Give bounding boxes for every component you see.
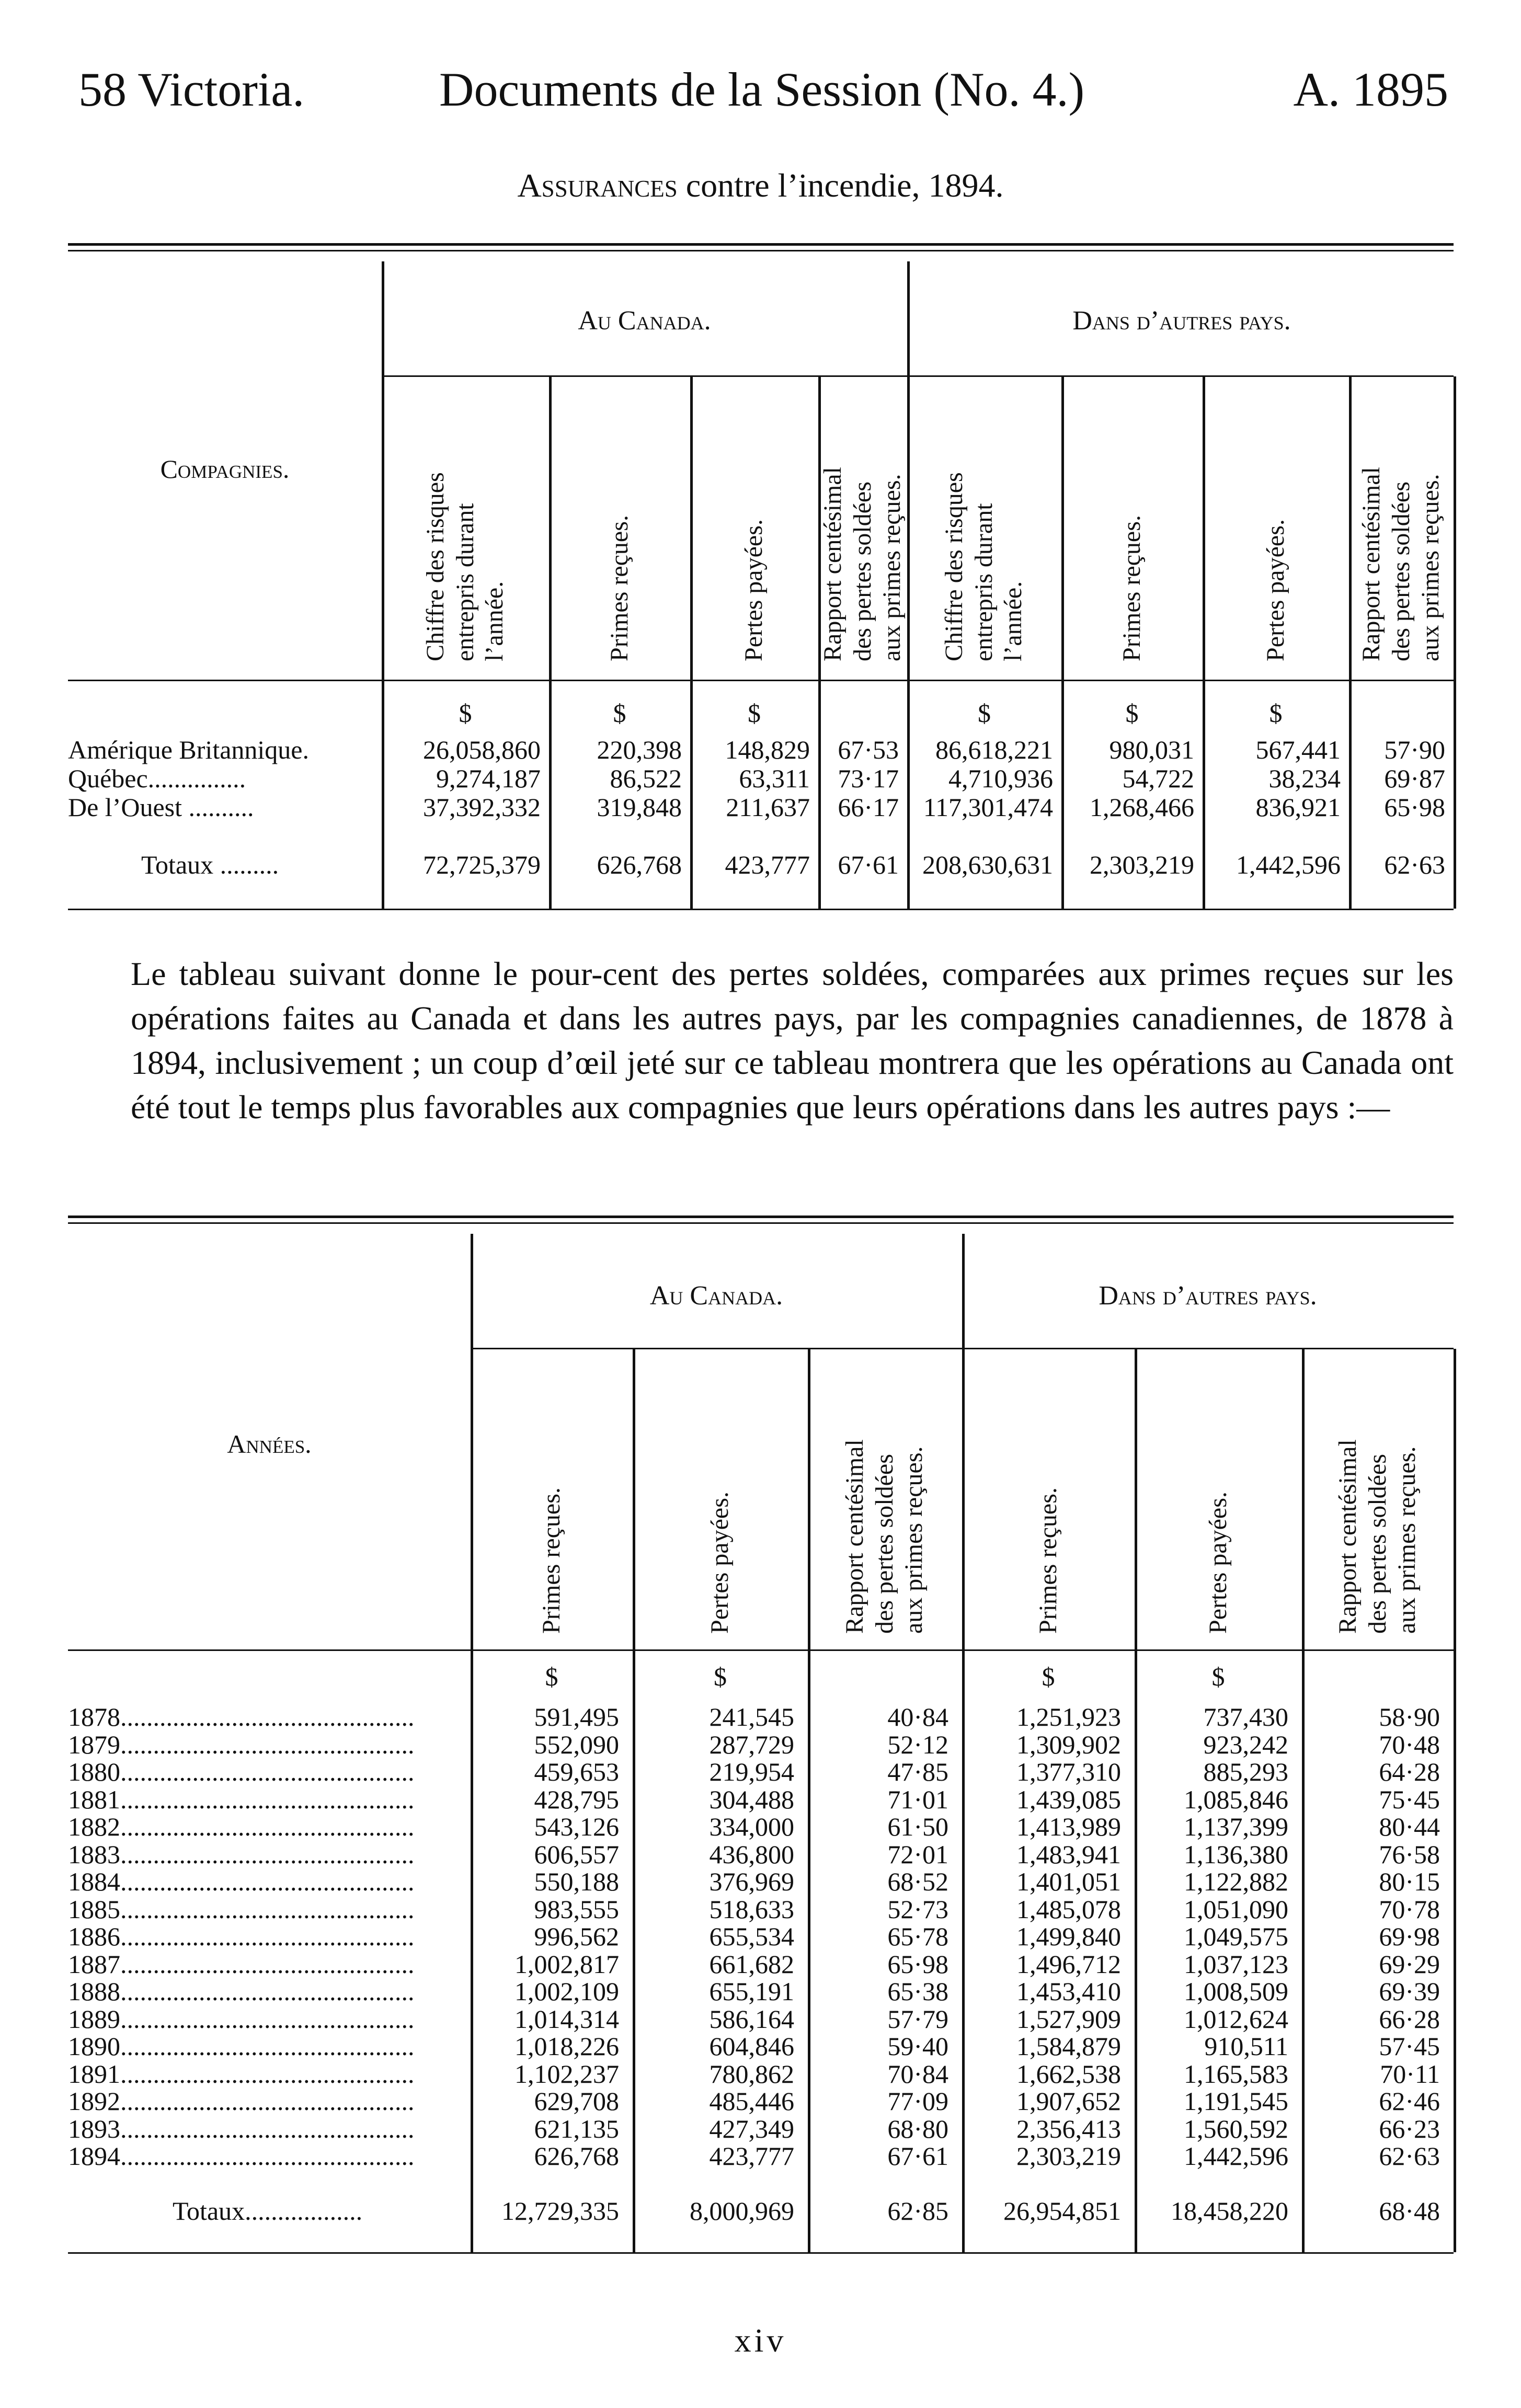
table2-cell: 1,136,380: [1184, 1839, 1288, 1869]
table2-cell: 1,401,051: [1016, 1867, 1121, 1896]
table1-total-cell: 62·63: [1384, 850, 1445, 879]
table2-cell: 65·98: [887, 1949, 948, 1979]
header-line: entrepris durant: [969, 503, 998, 661]
leader-dots: .............................................: [120, 1757, 415, 1786]
table1-col-header-2: [739, 519, 769, 661]
table2-year: 1881: [68, 1784, 120, 1814]
leader-dots: .............................................: [120, 1812, 415, 1841]
table1-group-rule: [382, 375, 1454, 377]
table2-cell: 427,349: [709, 2114, 794, 2143]
table2-cell: 1,485,078: [1016, 1894, 1121, 1924]
table2-cell: 66·28: [1379, 2004, 1440, 2034]
table2-group-autres: Dans d’autres pays.: [1099, 1281, 1317, 1311]
table1-cell: 57·90: [1384, 735, 1445, 764]
table2-year: 1882: [68, 1812, 120, 1841]
table2-cell: 626,768: [534, 2141, 619, 2171]
caption-smallcaps: Assurances: [517, 167, 678, 204]
table1-total-cell: 2,303,219: [1090, 850, 1194, 879]
table2-cell: 655,191: [709, 1977, 794, 2006]
table1-cell: 86,522: [610, 764, 682, 793]
table1-row-name: De l’Ouest ..........: [68, 793, 254, 822]
table2-cell: 67·61: [887, 2141, 948, 2171]
table2-year: 1892: [68, 2086, 120, 2116]
table2-cell: 66·23: [1379, 2114, 1440, 2143]
leader-dots: .............................................: [120, 1784, 415, 1814]
table2-cell: 70·48: [1379, 1729, 1440, 1759]
table2-cell: 1,907,652: [1016, 2086, 1121, 2116]
table2-col-divider: [1454, 1349, 1456, 2252]
leader-dots: .............................................: [120, 1949, 415, 1979]
table2-cell: 485,446: [709, 2086, 794, 2116]
table1-cell: 65·98: [1384, 793, 1445, 822]
table2-total-cell: 68·48: [1379, 2196, 1440, 2226]
table1-col-header-3: [818, 467, 907, 661]
table2-cell: 885,293: [1203, 1757, 1288, 1786]
table2-cell: 780,862: [709, 2059, 794, 2089]
table2-cell: 47·85: [887, 1757, 948, 1786]
table2-col-header-5: [1333, 1439, 1422, 1634]
table2-year-label: [68, 2141, 465, 2171]
table2-col-header-3: [1034, 1487, 1063, 1634]
leader-dots: .............................................: [120, 2004, 415, 2034]
header-line: aux primes reçues.: [877, 474, 906, 661]
table1-bottom-rule: [68, 909, 1454, 910]
table2-year: 1883: [68, 1839, 120, 1869]
table1-currency: $: [978, 698, 991, 728]
table1-cell: 319,848: [597, 793, 682, 822]
table2-year-label: [68, 1757, 465, 1787]
table2-cell: 586,164: [709, 2004, 794, 2034]
table2-year-label: [68, 1729, 465, 1760]
table2-cell: 923,242: [1203, 1729, 1288, 1759]
table2-cell: 304,488: [709, 1784, 794, 1814]
table1-cell: 63,311: [739, 764, 810, 793]
table2-cell: 219,954: [709, 1757, 794, 1786]
table2-cell: 2,303,219: [1016, 2141, 1121, 2171]
table2-col-header-4: [1204, 1492, 1233, 1634]
header-line: Primes reçues.: [1117, 515, 1146, 661]
table2-cell: 1,662,538: [1016, 2059, 1121, 2089]
table2-cell: 1,191,545: [1184, 2086, 1288, 2116]
table2-cell: 550,188: [534, 1867, 619, 1896]
table2-year-label: [68, 1949, 465, 1979]
table2-cell: 57·79: [887, 2004, 948, 2034]
table1-total-cell: 72,725,379: [423, 850, 541, 879]
table1-cell: 38,234: [1268, 764, 1341, 793]
table2-cell: 57·45: [1379, 2032, 1440, 2061]
table2-cell: 1,442,596: [1184, 2141, 1288, 2171]
header-line: Pertes payées.: [706, 1492, 734, 1634]
table2-cell: 1,527,909: [1016, 2004, 1121, 2034]
table2-cell: 70·84: [887, 2059, 948, 2089]
table1-top-rule: [68, 243, 1454, 246]
table1-header-rule: [68, 680, 1454, 681]
table1-currency: $: [1125, 698, 1139, 728]
table2-year-label: [68, 1866, 465, 1897]
header-line: l’année.: [999, 581, 1027, 661]
table1-currency: $: [1269, 698, 1283, 728]
table2-cell: 591,495: [534, 1702, 619, 1732]
table1-cell: 67·53: [838, 735, 899, 764]
table2-year: 1890: [68, 2032, 120, 2061]
table1-col-divider: [690, 376, 693, 909]
table2-top-rule-2: [68, 1222, 1454, 1224]
table1-col-header-5: [1117, 515, 1147, 661]
table2-top-rule: [68, 1216, 1454, 1218]
table2-year-label: [68, 1811, 465, 1842]
table1-group-canada: Au Canada.: [578, 306, 711, 336]
table2-cell: 1,122,882: [1184, 1867, 1288, 1896]
table2-cell: 910,511: [1204, 2032, 1288, 2061]
table1-col-divider: [1454, 376, 1456, 909]
table2-year-label: [68, 2031, 465, 2061]
table1-caption: [0, 166, 1521, 205]
table2-cell: 69·39: [1379, 1977, 1440, 2006]
table2-cell: 737,430: [1203, 1702, 1288, 1732]
caption-text: contre l’incendie, 1894.: [677, 167, 1004, 204]
table2-cell: 1,165,583: [1184, 2059, 1288, 2089]
table2-year: 1888: [68, 1977, 120, 2006]
leader-dots: .............................................: [120, 1894, 415, 1924]
leader-dots: .............................................: [120, 2141, 415, 2171]
intro-paragraph: Le tableau suivant donne le pour-cent des pertes soldées, comparées aux primes reçues sur les opérations faites au Canada et dans les autres pays, par les compagnies canadiennes, de 1878 à 1894, inclusivement ; un coup d’œil jeté sur ce tableau montrera que les opérations au Canada ont été tout le temps plus favorables aux compagnies que leurs opérations dans les autres pays :—: [131, 955, 1454, 1126]
table1-cell: 69·87: [1384, 764, 1445, 793]
header-line: Chiffre des risques: [421, 472, 449, 661]
table2-year-label: [68, 1702, 465, 1732]
table1-cell: 66·17: [838, 793, 899, 822]
table2-cell: 334,000: [709, 1812, 794, 1841]
table1-cell: 9,274,187: [436, 764, 541, 793]
table2-cell: 1,014,314: [514, 2004, 619, 2034]
table2-total-cell: 8,000,969: [690, 2196, 794, 2226]
table2-cell: 75·45: [1379, 1784, 1440, 1814]
table2-cell: 1,496,712: [1016, 1949, 1121, 1979]
table1-cell: 86,618,221: [935, 735, 1053, 764]
table2-cell: 61·50: [887, 1812, 948, 1841]
table2-year: 1886: [68, 1922, 120, 1951]
header-line: des pertes soldées: [848, 481, 876, 661]
leader-dots: .............................................: [120, 1702, 415, 1732]
header-line: Pertes payées.: [1204, 1492, 1232, 1634]
table2-cell: 1,309,902: [1016, 1729, 1121, 1759]
table2-currency: $: [1211, 1662, 1225, 1691]
header-line: Rapport centésimal: [1333, 1439, 1362, 1634]
table2-total-cell: 12,729,335: [501, 2196, 619, 2226]
table1-cell: 117,301,474: [923, 793, 1053, 822]
table1-currency: $: [748, 698, 761, 728]
header-line: des pertes soldées: [1387, 481, 1415, 661]
table2-year: 1891: [68, 2059, 120, 2089]
table2-group-canada: Au Canada.: [649, 1281, 783, 1311]
table2-cell: 40·84: [887, 1702, 948, 1732]
leader-dots: .............................................: [120, 2059, 415, 2089]
header-left: 58 Victoria.: [78, 63, 305, 116]
table1-row-name: Québec...............: [68, 764, 246, 793]
table2-cell: 70·78: [1379, 1894, 1440, 1924]
table2-col-header-0: [537, 1487, 567, 1634]
table2-year-label: [68, 1921, 465, 1952]
table2-cell: 65·38: [887, 1977, 948, 2006]
table2-cell: 72·01: [887, 1839, 948, 1869]
table2-cell: 1,012,624: [1184, 2004, 1288, 2034]
table2-cell: 68·52: [887, 1867, 948, 1896]
table2-cell: 62·46: [1379, 2086, 1440, 2116]
table2-cell: 655,534: [709, 1922, 794, 1951]
table2-cell: 2,356,413: [1016, 2114, 1121, 2143]
table1-cell: 836,921: [1255, 793, 1341, 822]
header-right: A. 1895: [1293, 63, 1448, 116]
table1-col-divider: [1203, 376, 1205, 909]
leader-dots: .............................................: [120, 1839, 415, 1869]
table2-cell: 459,653: [534, 1757, 619, 1786]
header-line: l’année.: [480, 581, 508, 661]
table2-cell: 996,562: [534, 1922, 619, 1951]
header-line: Pertes payées.: [740, 519, 768, 661]
header-line: Rapport centésimal: [841, 1439, 868, 1634]
table2-cell: 1,051,090: [1184, 1894, 1288, 1924]
table2-col-header-1: [705, 1492, 735, 1634]
table2-cell: 1,008,509: [1184, 1977, 1288, 2006]
table2-cell: 606,557: [534, 1839, 619, 1869]
leader-dots: .............................................: [120, 1867, 415, 1896]
table1-cell: 211,637: [726, 793, 810, 822]
table2-total-label: [173, 2196, 465, 2226]
header-line: Rapport centésimal: [1357, 467, 1385, 661]
table2-cell: 1,037,123: [1184, 1949, 1288, 1979]
table1-total-label: Totaux .........: [141, 850, 279, 879]
table2-cell: 1,002,109: [514, 1977, 619, 2006]
table1-cell: 73·17: [838, 764, 899, 793]
table2-cell: 428,795: [534, 1784, 619, 1814]
table2-year-label: [68, 2114, 465, 2144]
table2-year-label: [68, 1894, 465, 1924]
leader-dots: .............................................: [120, 2086, 415, 2116]
leader-dots: .............................................: [120, 1922, 415, 1951]
table1-col-header-1: [605, 515, 635, 661]
table2-year-label: [68, 1784, 465, 1815]
table2-cell: 68·80: [887, 2114, 948, 2143]
table1-col-divider: [1061, 376, 1064, 909]
table2-year: 1879: [68, 1729, 120, 1759]
table1-total-cell: 423,777: [725, 850, 810, 879]
table2-cell: 1,251,923: [1016, 1702, 1121, 1732]
table2-cell: 543,126: [534, 1812, 619, 1841]
table2-cell: 70·11: [1380, 2059, 1440, 2089]
leader-dots: .............................................: [120, 2032, 415, 2061]
header-line: Pertes payées.: [1261, 519, 1289, 661]
header-line: Chiffre des risques: [940, 472, 968, 661]
table1-cell: 148,829: [725, 735, 810, 764]
table1-row-name: Amérique Britannique.: [68, 735, 309, 764]
table2-cell: 62·63: [1379, 2141, 1440, 2171]
page-number: xiv: [734, 2322, 787, 2359]
table2-cell: 52·73: [887, 1894, 948, 1924]
table2-cell: 1,560,592: [1184, 2114, 1288, 2143]
header-line: aux primes reçues.: [1392, 1446, 1421, 1634]
table2-year-label: [68, 2086, 465, 2116]
table2-cell: 287,729: [709, 1729, 794, 1759]
table2-cell: 77·09: [887, 2086, 948, 2116]
table2-year: 1880: [68, 1757, 120, 1786]
table2-cell: 58·90: [1379, 1702, 1440, 1732]
running-header: [78, 62, 1448, 124]
header-line: Primes reçues.: [537, 1487, 565, 1634]
table2-year-label: [68, 2004, 465, 2034]
table2-cell: 1,102,237: [514, 2059, 619, 2089]
table2-year: 1884: [68, 1867, 120, 1896]
table2-cell: 241,545: [709, 1702, 794, 1732]
table1-cell: 26,058,860: [423, 735, 541, 764]
leader-dots: .............................................: [120, 1977, 415, 2006]
table2-header-rule: [68, 1649, 1454, 1651]
table1-cell: 980,031: [1109, 735, 1194, 764]
table1-cell: 220,398: [597, 735, 682, 764]
table2-cell: 1,439,085: [1016, 1784, 1121, 1814]
table2-cell: 1,413,989: [1016, 1812, 1121, 1841]
table2-cell: 376,969: [709, 1867, 794, 1896]
table1-total-cell: 1,442,596: [1236, 850, 1341, 879]
table1-col-header-6: [1261, 519, 1291, 661]
table1-companies-header: Compagnies.: [160, 454, 290, 484]
table1-cell: 1,268,466: [1090, 793, 1194, 822]
table1-col-divider: [549, 376, 552, 909]
table2-total-cell: 26,954,851: [1003, 2196, 1121, 2226]
table2-currency: $: [714, 1662, 727, 1691]
table1-currency: $: [459, 698, 472, 728]
table2-cell: 436,800: [709, 1839, 794, 1869]
table1-cell: 37,392,332: [423, 793, 541, 822]
table2-col-header-2: [840, 1439, 929, 1634]
table1-col-header-4: [940, 472, 1028, 661]
header-line: entrepris durant: [451, 503, 479, 661]
table2-cell: 621,135: [534, 2114, 619, 2143]
table2-cell: 518,633: [709, 1894, 794, 1924]
table2-cell: 661,682: [709, 1949, 794, 1979]
table2-years-header: Années.: [227, 1429, 312, 1459]
table2-cell: 1,499,840: [1016, 1922, 1121, 1951]
header-line: aux primes reçues.: [900, 1446, 928, 1634]
table2-currency: $: [545, 1662, 558, 1691]
table2-cell: 604,846: [709, 2032, 794, 2061]
header-line: des pertes soldées: [870, 1454, 898, 1634]
table2-year: 1889: [68, 2004, 120, 2034]
table2-cell: 1,018,226: [514, 2032, 619, 2061]
table2-year-label: [68, 1839, 465, 1870]
table1-col-divider: [1349, 376, 1352, 909]
table1-total-cell: 626,768: [597, 850, 682, 879]
table2-cell: 69·29: [1379, 1949, 1440, 1979]
table1-currency: $: [613, 698, 626, 728]
table2-year: 1894: [68, 2141, 120, 2171]
table1-total-cell: 67·61: [838, 850, 899, 879]
table1-cell: 54,722: [1122, 764, 1194, 793]
header-line: aux primes reçues.: [1416, 474, 1444, 661]
table1-cell: 4,710,936: [948, 764, 1053, 793]
table2-total-cell: 62·85: [887, 2196, 948, 2226]
table2-cell: 64·28: [1379, 1757, 1440, 1786]
table1-col-header-0: [421, 472, 510, 661]
table2-year: 1878: [68, 1702, 120, 1732]
leader-dots: .............................................: [120, 2114, 415, 2143]
table2-year-label: [68, 2059, 465, 2089]
table2-year: 1893: [68, 2114, 120, 2143]
table2-bottom-rule: [68, 2252, 1454, 2254]
table2-cell: 423,777: [709, 2141, 794, 2171]
table2-cell: 80·44: [1379, 1812, 1440, 1841]
table2-cell: 65·78: [887, 1922, 948, 1951]
table1-cell: 567,441: [1255, 735, 1341, 764]
table2-cell: 1,049,575: [1184, 1922, 1288, 1951]
table2-total-cell: 18,458,220: [1171, 2196, 1288, 2226]
table2-cell: 80·15: [1379, 1867, 1440, 1896]
table2-cell: 71·01: [887, 1784, 948, 1814]
header-line: des pertes soldées: [1363, 1454, 1391, 1634]
table2-cell: 552,090: [534, 1729, 619, 1759]
table2-cell: 1,377,310: [1016, 1757, 1121, 1786]
table2-cell: 1,137,399: [1184, 1812, 1288, 1841]
table2-cell: 1,584,879: [1016, 2032, 1121, 2061]
table1-group-autres: Dans d’autres pays.: [1072, 306, 1291, 336]
table2-cell: 1,085,846: [1184, 1784, 1288, 1814]
table1-top-rule-2: [68, 250, 1454, 251]
header-center: Documents de la Session (No. 4.): [439, 63, 1085, 116]
table2-currency: $: [1042, 1662, 1055, 1691]
table2-cell: 59·40: [887, 2032, 948, 2061]
table2-cell: 983,555: [534, 1894, 619, 1924]
table2-year: 1887: [68, 1949, 120, 1979]
leader-dots: ..................: [245, 2196, 363, 2226]
table2-cell: 52·12: [887, 1729, 948, 1759]
table2-total-word: Totaux: [173, 2196, 245, 2226]
table2-cell: 1,002,817: [514, 1949, 619, 1979]
table1-total-cell: 208,630,631: [922, 850, 1053, 879]
table2-cell: 629,708: [534, 2086, 619, 2116]
table1-col-header-7: [1357, 467, 1446, 661]
table2-year: 1885: [68, 1894, 120, 1924]
header-line: Primes reçues.: [605, 515, 633, 661]
header-line: Rapport centésimal: [818, 467, 847, 661]
table2-year-label: [68, 1976, 465, 2006]
leader-dots: .............................................: [120, 1729, 415, 1759]
header-line: Primes reçues.: [1034, 1487, 1062, 1634]
table2-cell: 76·58: [1379, 1839, 1440, 1869]
table2-cell: 1,483,941: [1016, 1839, 1121, 1869]
table2-cell: 1,453,410: [1016, 1977, 1121, 2006]
table2-cell: 69·98: [1379, 1922, 1440, 1951]
